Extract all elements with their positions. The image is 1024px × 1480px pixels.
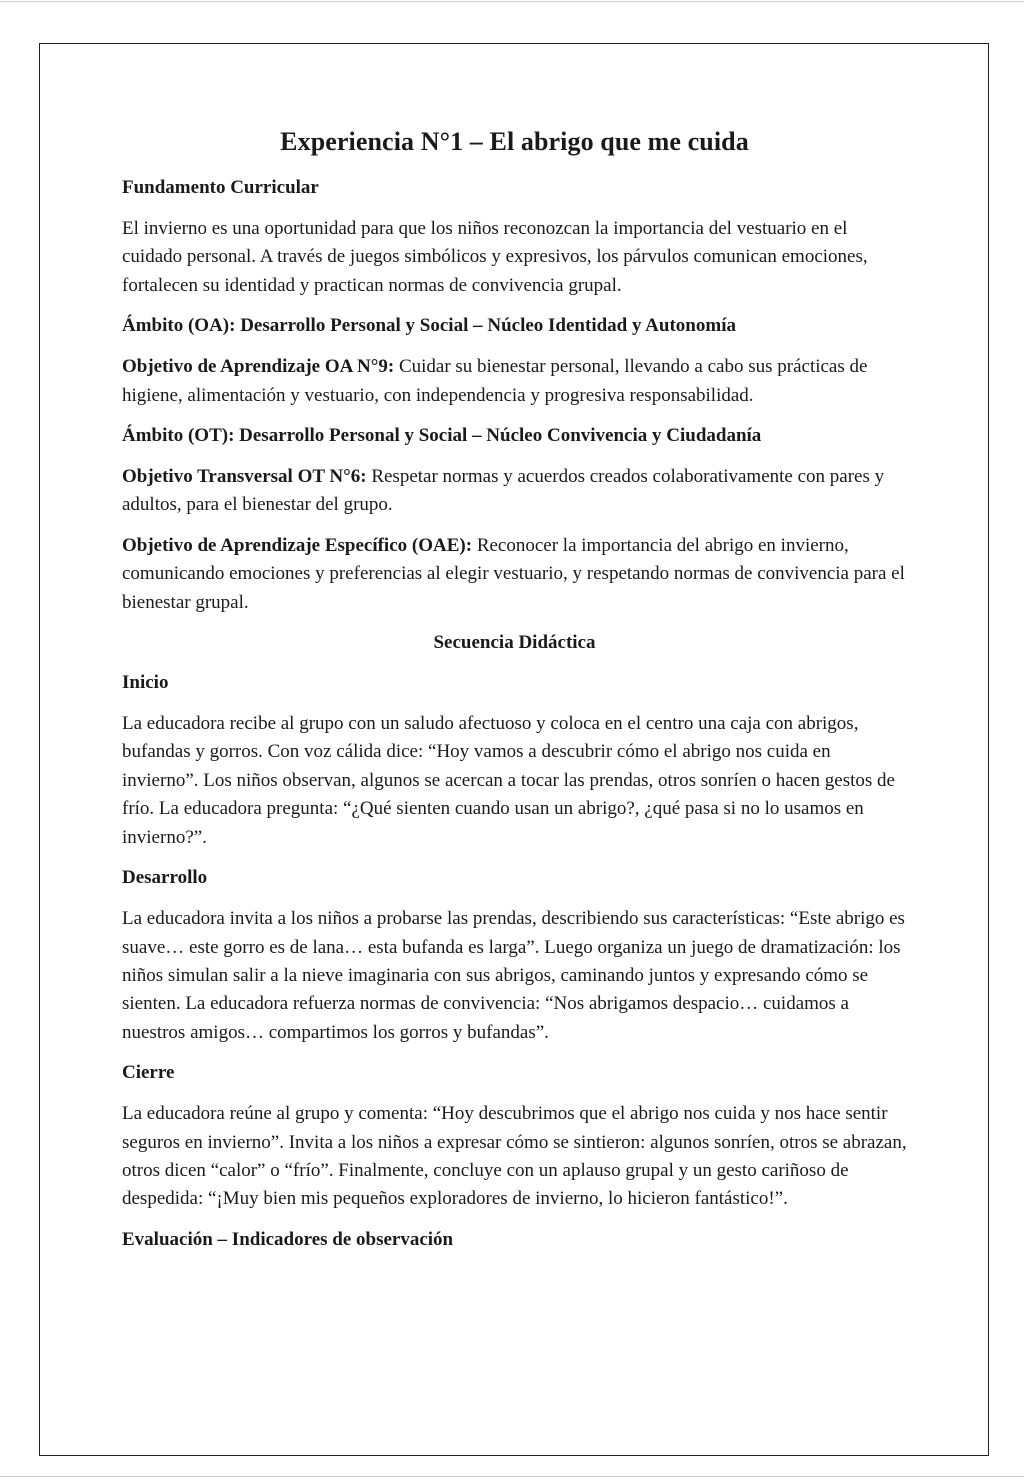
evaluacion-heading: Evaluación – Indicadores de observación	[122, 1228, 454, 1250]
secuencia-heading: Secuencia Didáctica	[433, 632, 596, 654]
ambito-oa-heading: Ámbito (OA): Desarrollo Personal y Social – Núcleo Identidad y Autonomía	[122, 315, 736, 337]
cierre-text: La educadora reúne al grupo y comenta: “Hoy descubrimos que el abrigo nos cuida y nos hace sentir seguros en invierno”. Invita a los niños a expresar cómo se sintieron: algunos sonríen, otros se abrazan, otros dicen “calor” o “frío”. Finalmente, concluye con un aplauso grupal y un gesto cariñoso de despedida: “¡Muy bien mis pequeños exploradores de invierno, lo hicieron fantástico!”.	[122, 1103, 907, 1210]
objetivo-oae-text: Reconocer la importancia del abrigo en invierno, comunicando emociones y preferencias al elegir vestuario, y respetando normas de convivencia para el bienestar grupal.	[122, 534, 905, 613]
objetivo-oa-paragraph	[122, 353, 907, 410]
objetivo-oae-paragraph	[122, 532, 907, 617]
objetivo-ot-label: Objetivo Transversal OT N°6:	[122, 466, 367, 488]
bottom-edge-line	[0, 1476, 1024, 1477]
fundamento-heading: Fundamento Curricular	[122, 177, 319, 198]
desarrollo-text: La educadora invita a los niños a probarse las prendas, describiendo sus características: “Este abrigo es suave… este gorro es de lana… esta bufanda es larga”. Luego organiza un juego de dramatización: los niños simulan salir a la nieve imaginaria con sus abrigos, caminando juntos y expresando cómo se sienten. La educadora refuerza normas de convivencia: “Nos abrigamos despacio… cuidamos a nuestros amigos… compartimos los gorros y bufandas”.	[122, 908, 905, 1043]
desarrollo-heading: Desarrollo	[122, 867, 208, 889]
objetivo-oa-label: Objetivo de Aprendizaje OA N°9:	[122, 356, 395, 378]
cierre-heading: Cierre	[122, 1062, 175, 1084]
objetivo-ot-text: Respetar normas y acuerdos creados colaborativamente con pares y adultos, para el bienestar del grupo.	[122, 466, 885, 516]
document-content	[122, 124, 907, 1254]
objetivo-ot-paragraph	[122, 463, 907, 520]
objetivo-oae-label: Objetivo de Aprendizaje Específico (OAE):	[122, 534, 473, 556]
inicio-text: La educadora recibe al grupo con un saludo afectuoso y coloca en el centro una caja con abrigos, bufandas y gorros. Con voz cálida dice: “Hoy vamos a descubrir cómo el abrigo nos cuida en invierno”. Los niños observan, algunos se acercan a tocar las prendas, otros sonríen o hacen gestos de frío. La educadora pregunta: “¿Qué sienten cuando usan un abrigo?, ¿qué pasa si no lo usamos en invierno?”.	[122, 713, 895, 848]
objetivo-oa-text: Cuidar su bienestar personal, llevando a cabo sus prácticas de higiene, alimentación y vestuario, con independencia y progresiva responsabilidad.	[122, 356, 868, 406]
top-edge-line	[0, 1, 1024, 2]
document-title: Experiencia N°1 – El abrigo que me cuida	[280, 127, 749, 156]
inicio-heading: Inicio	[122, 672, 169, 694]
ambito-ot-heading: Ámbito (OT): Desarrollo Personal y Social – Núcleo Convivencia y Ciudadanía	[122, 425, 762, 447]
fundamento-text: El invierno es una oportunidad para que los niños reconozcan la importancia del vestuario en el cuidado personal. A través de juegos simbólicos y expresivos, los párvulos comunican emociones, fortalecen su identidad y practican normas de convivencia grupal.	[122, 218, 868, 296]
